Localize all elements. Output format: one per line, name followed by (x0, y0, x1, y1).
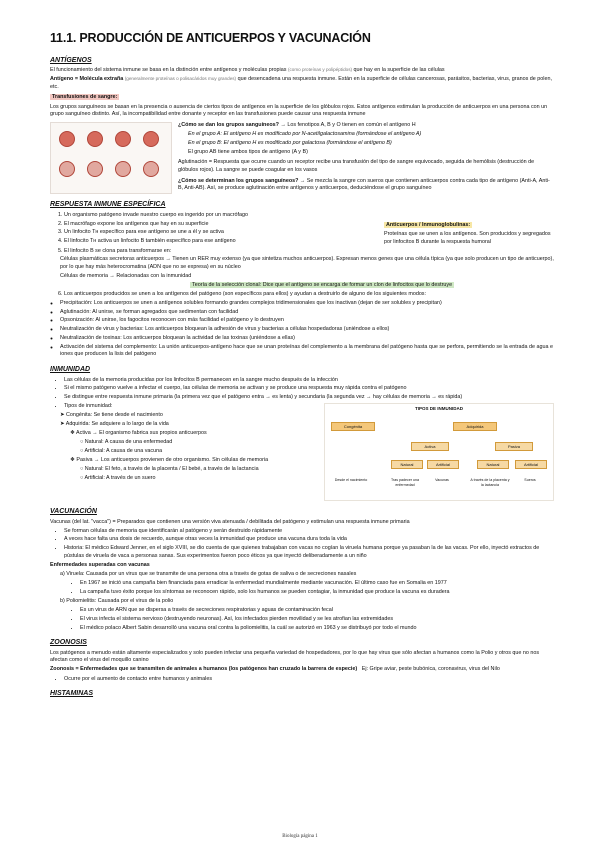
pasiva-artificial: ○ Artificial: A través de un suero (80, 475, 156, 482)
viruela: a) Viruela: Causada por un virus que se transmite de una persona otra a través de gotas de saliva o de secreciones nasales (60, 571, 357, 578)
list-item: ◦ Aglutinación: Al unirse, se forman agregados que sedimentan con facilidad (60, 309, 554, 317)
list-item: 4. El linfocito Tн activa un linfocito B también específico para ese antígeno (64, 238, 378, 246)
pasiva: ❖ Pasiva → Los anticuerpos provienen de otro organismo. Sin células de memoria (70, 456, 269, 463)
blood-groups-figure (50, 122, 172, 194)
paragraph: El funcionamiento del sistema inmune se basa en la distinción entre antígenos y moléculas propias (como proteínas y polipéptidos) que hay en la superficie de las células (50, 67, 445, 74)
list-item: • El virus infecta el sistema nervioso (destruyendo neuronas). Así, los infectados pierden movilidad y se les atrofian las extremidades (80, 616, 554, 624)
list-item: 6. Los anticuerpos producidos se unen a los antígenos del patógeno (son específicos para ellos) y ayudan a destruirlo de alguno de los siguientes modos: (64, 291, 554, 299)
immunity-types-diagram: TIPOS DE INMUNIDAD Congénita Adquirida Activa Pasiva Natural Artificial Natural Artificial Desde el nacimiento Tras padecer una enfermedad Vacunas A través de la placenta y la lactancia Sueros (324, 403, 554, 501)
list-item: • A veces hace falta una dosis de recuerdo, aunque otras veces la inmunidad que produce una vacuna dura toda la vida (64, 536, 554, 544)
list-item: 1. Un organismo patógeno invade nuestro cuerpo es ingerido por un macrófago (64, 212, 378, 220)
activa: ❖ Activa → El organismo fabrica sus propios anticuerpos (70, 429, 207, 436)
group-a: En el grupo A: El antígeno H es modificado por N-acetilgalactosamina (formándose el antígeno A) (188, 130, 422, 137)
polio: b) Poliomielitis: Causada por el virus de la polio (60, 597, 174, 604)
inmunidad-list (50, 377, 554, 402)
list-item: ◦ Activación del sistema del complemento: La unión anticuerpos-antígeno hace que se unan proteínas del complemento a la membrana del patógeno hasta que se perfora, permitiendo se la entrada de agua e iones que producen la lisis del patógeno (60, 344, 554, 359)
congenita: ➤ Congénita: Se tiene desde el nacimiento (60, 411, 163, 418)
list-item: 5. El linfocito B se clona para transformarse en: (64, 248, 554, 256)
paragraph: Los patógenos a menudo están altamente especializados y solo pueden infectar una pequeña variedad de hospedadores, por lo que hay virus que sólo afectan a humanos como la Polio y otros que no nos afectan como el virus del moquillo canino (50, 649, 540, 664)
list-item: • Las células de la memoria producidas por los linfocitos B permanecen en la sangre mucho después de la infección (64, 377, 554, 385)
steps-list (50, 248, 554, 256)
anticuerpos-box: Anticuerpos / Inmunoglobulinas: Proteínas que se unen a los antígenos. Son producidos y segregados por linfocitos B durante la respuesta humoral (384, 221, 551, 245)
group-b: En el grupo B: El antígeno H es modificado por galactosa (formándose el antígeno B) (188, 139, 392, 146)
list-item: • Si el mismo patógeno vuelve a infectar el cuerpo, las células de memoria se activan y se produce una respuesta muy rápida contra el patógeno (64, 385, 554, 393)
list-item: 3. Un linfocito Tн específico para ese antígeno se une a él y se activa (64, 229, 378, 237)
list-item: • Se distingue entre respuesta inmune primaria (la primera vez que el patógeno entra → es lenta) y secundaria (la segunda vez → hay células de memoria → es rápida) (64, 394, 554, 402)
page-title: 11.1. PRODUCCIÓN DE ANTICUERPOS Y VACUNACIÓN (50, 31, 371, 45)
subheading: Transfusiones de sangre: (52, 94, 118, 101)
section-heading-antigenos: ANTÍGENOS (50, 56, 92, 64)
vacunacion-list (50, 528, 554, 561)
activa-natural: ○ Natural: A causa de una enfermedad (80, 438, 173, 445)
teoria: Teoría de la selección clonal: Dice que el antígeno se encarga de formar un clon de linfocitos que lo destruye (192, 282, 453, 289)
paragraph: Los grupos sanguíneos se basan en la presencia o ausencia de ciertos tipos de antígenos en la superficie de los glóbulos rojos. Estos antígenos estimulan la producción de anticuerpos en una persona con un grupo sanguíneo distinto. Así, la incompatibilidad entre donante y receptor en las transfusiones puede causar una respuesta inmune (50, 103, 548, 118)
list-item: • Historia: El médico Edward Jenner, en el siglo XVIII, se dio cuenta de que quienes trabajaban con vacas no cogían la viruela humana porque ya pasaban la de las vacas. Por ello, inyectó extractos de pústulas de viruela de vaca a personas sanas. Sus experimentos fueron poco éticos ya que inyectó deliberadamente a un niño (64, 545, 554, 560)
plasmatic-cells: Células plasmáticas secretoras anticuerpos → Tienen un RER muy extenso (ya que sintetiza muchos anticuerpos). Expresan menos genes que una célula típica (ya que solo producen un tipo de anticuerpo), por lo que hay más heterocromatina (ADN que no se expresa) en su núcleo (60, 256, 554, 270)
list-item: • Se forman células de memoria que identificarán al patógeno y serán destruido rápidamente (64, 528, 554, 536)
steps-list (50, 212, 378, 248)
section-heading-histaminas: HISTAMINAS (50, 690, 94, 698)
list-item: • El médico polaco Albert Sabin desarrolló una vacuna oral contra la poliomielitis, la cuál se autorizó en 1963 y se distribuyó por todo el mundo (80, 625, 554, 633)
memory-cells: Células de memoria → Relacionadas con la inmunidad (60, 273, 192, 280)
list-item: ◦ Precipitación: Los anticuerpos se unen a antígenos solubles formando grandes complejos tridimensionales que los inactivan (dejan de ser solubles y precipitan) (60, 300, 554, 308)
paragraph: Vacunas (del lat. "vacca") = Preparados que contienen una versión viva atenuada / debilitada del patógeno y estimulan una respuesta inmune primaria (50, 518, 410, 525)
list-item: • Es un virus de ARN que se dispersa a través de secreciones respiratorias y aguas de contaminación fecal (80, 607, 554, 615)
paragraph: Zoonosis = Enfermedades que se transmiten de animales a humanos (los patógenos han cruzado la barrera de especie) Ej: Gripe aviar, peste bubónica, coronavirus, virus del Nilo (50, 666, 500, 673)
subheading: Enfermedades superadas con vacunas (50, 562, 150, 569)
list-item: • La campaña tuvo éxito porque los síntomas se reconocen rápido, solo los humanos se pueden contagiar, la inmunidad que produce la vacuna es duradera (80, 589, 554, 597)
steps-list (50, 291, 554, 299)
section-heading-inmunidad: INMUNIDAD (50, 365, 91, 373)
list-item: ◦ Neutralización de virus y bacterias: Los anticuerpos bloquean la adhesión de virus y bacterias a células hospedadoras (uniéndose a ellos) (60, 326, 554, 334)
page-footer: Biología página 1 (282, 834, 318, 839)
list-item: ◦ Opsonización: Al unirse, los fagocitos reconocen con más facilidad el patógeno y lo destruyen (60, 317, 554, 325)
activa-artificial: ○ Artificial: A causa de una vacuna (80, 447, 163, 454)
list-item: • En 1967 se inició una campaña bien financiada para erradicar la enfermedad mundialmente mediante vacunación. El último caso fue en Somalia en 1977 (80, 580, 554, 588)
adquirida: ➤ Adquirida: Se adquiere a lo largo de la vida (60, 420, 169, 427)
group-ab: El grupo AB tiene ambos tipos de antígeno (A y B) (188, 148, 308, 155)
aglutinacion: Aglutinación = Respuesta que ocurre cuando un receptor recibe una transfusión del tipo de sangre equivocado, seguida de hemólisis (destrucción de glóbulos rojos). La sangre se puede coagular en los vasos (178, 159, 535, 173)
pasiva-natural: ○ Natural: El feto, a través de la placenta / El bebé, a través de la lactancia (80, 465, 259, 472)
section-heading-zoonosis: ZOONOSIS (50, 639, 87, 647)
question: ¿Cómo se determinan los grupos sanguíneos? → Se mezcla la sangre con sueros que contienen anticuerpos contra cada tipo de antígeno (Anti-A, Anti-B, Anti-AB). Así, se produce aglutinación entre antígenos y anticuerpos, deduciéndose el grupo sanguíneo (178, 177, 550, 192)
paragraph: Antígeno = Molécula extraña (generalmente proteínas o polisacáridos muy grandes) que desencadena una respuesta inmune. Están en la superficie de células cancerosas, parásitos, bacterias, virus, granos de polen, etc. (50, 76, 552, 90)
list-item: • Ocurre por el aumento de contacto entre humanos y animales (64, 676, 554, 684)
question: ¿Cómo se dan los grupos sanguíneos? → Los fenotipos A, B y O tienen en común el antígeno H (178, 121, 416, 128)
list-item: ◦ Neutralización de toxinas: Los anticuerpos bloquean la actividad de las toxinas (uniéndose a ellas) (60, 335, 554, 343)
section-heading-respuesta: RESPUESTA INMUNE ESPECÍFICA (50, 201, 166, 209)
list-item: • Tipos de inmunidad: (64, 403, 318, 411)
modes-list (50, 300, 554, 359)
list-item: 2. El macrófago expone los antígenos que hay en su superficie (64, 221, 378, 229)
section-heading-vacunacion: VACUNACIÓN (50, 507, 97, 515)
